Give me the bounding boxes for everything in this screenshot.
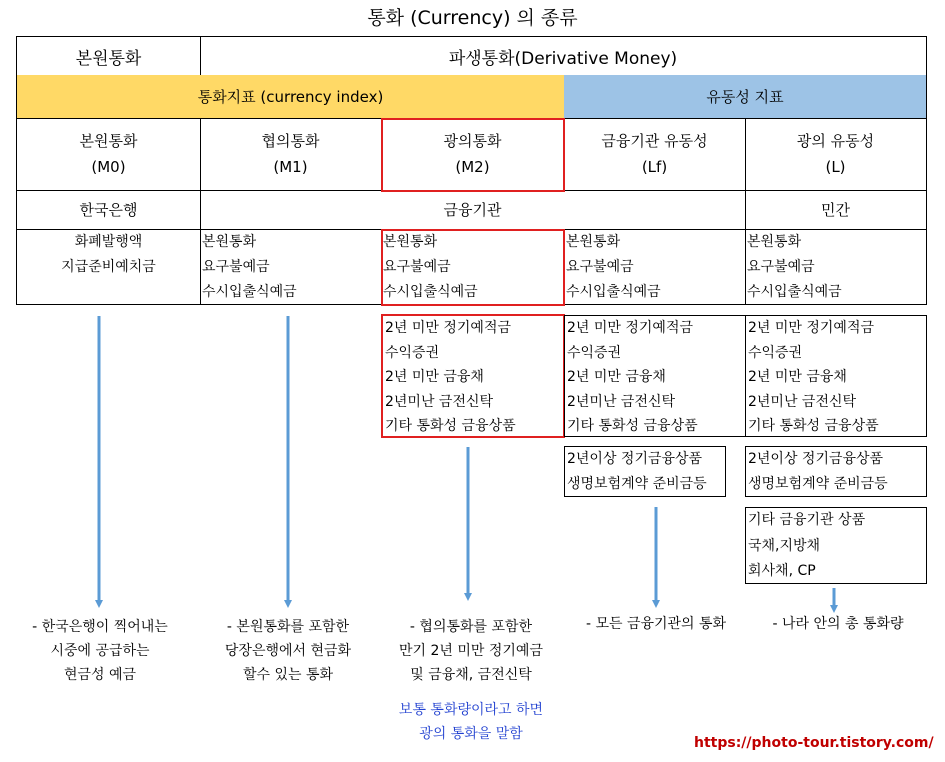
- note-line: - 협의통화를 포함한: [409, 619, 533, 635]
- note-line: 당장은행에서 현금화: [224, 643, 352, 659]
- component-item: 2년 미만 금융채: [385, 369, 484, 385]
- indicator-code: (M1): [273, 158, 308, 176]
- l-note: [748, 612, 928, 636]
- component-item: 수익증권: [385, 344, 440, 361]
- component-item: 요구불예금: [747, 259, 815, 275]
- indicator-code: (M2): [455, 158, 490, 176]
- note-line: 현금성 예금: [63, 667, 137, 683]
- component-item: 본원통화: [202, 234, 257, 250]
- component-item: 요구불예금: [566, 259, 634, 275]
- component-item: 수시입출식예금: [202, 284, 297, 300]
- component-item: 2년 미만 정기예적금: [748, 320, 874, 336]
- component-item: 본원통화: [566, 234, 621, 250]
- note-line: - 한국은행이 찍어내는: [32, 619, 168, 635]
- component-item: 수익증권: [748, 344, 803, 361]
- component-item: 수익증권: [567, 344, 622, 361]
- component-item: 본원통화: [747, 234, 802, 250]
- component-item: 2년 미만 금융채: [567, 369, 666, 385]
- indicator-code: (M0): [91, 158, 126, 176]
- issuer-financial-institutions: 금융기관: [200, 190, 746, 230]
- m0-note: [10, 615, 190, 687]
- component-item: 2년 미만 금융채: [748, 369, 847, 385]
- indicator-name: 본원통화: [79, 132, 138, 150]
- note-line: 만기 2년 미만 정기예금: [399, 643, 543, 659]
- indicator-code: (Lf): [641, 158, 668, 176]
- component-item: 2년이상 정기금융상품: [748, 451, 884, 467]
- note-line: 및 금융채, 금전신탁: [410, 667, 532, 683]
- component-item: 수시입출식예금: [747, 284, 842, 300]
- note-line: 할수 있는 통화: [242, 667, 334, 683]
- component-item: 본원통화: [383, 234, 438, 250]
- component-item: 화폐발행액: [74, 234, 143, 250]
- indicator-name: 금융기관 유동성: [601, 132, 708, 150]
- component-item: 2년미난 금전신탁: [748, 393, 857, 410]
- liquidity-index-band: 유동성 지표: [564, 75, 927, 119]
- header-base-money: 본원통화: [16, 36, 201, 76]
- component-item: 기타 통화성 금융상품: [385, 418, 516, 434]
- component-item: 2년이상 정기금융상품: [567, 451, 703, 467]
- source-link[interactable]: https://photo-tour.tistory.com/: [694, 735, 934, 751]
- component-item: 2년미난 금전신탁: [385, 393, 494, 410]
- indicator-name: 광의 유동성: [796, 132, 875, 150]
- component-item: 생명보험계약 준비금등: [567, 475, 707, 492]
- note-line: - 모든 금융기관의 통화: [585, 616, 727, 632]
- component-item: 수시입출식예금: [383, 284, 478, 300]
- note-line: 보통 통화량이라고 하면: [398, 702, 544, 718]
- m1-note: [196, 615, 380, 687]
- indicator-name: 광의통화: [443, 132, 502, 150]
- component-item: 기타 통화성 금융상품: [748, 418, 879, 434]
- diagram-title: 통화 (Currency) 의 종류: [367, 7, 578, 29]
- note-line: - 본원통화를 포함한: [226, 619, 350, 635]
- indicator-code: (L): [825, 158, 846, 176]
- component-item: 기타 통화성 금융상품: [567, 418, 698, 434]
- issuer-private: 민간: [745, 190, 927, 230]
- component-item: 생명보험계약 준비금등: [748, 475, 888, 492]
- component-item: 기타 금융기관 상품: [748, 512, 866, 528]
- lf-note: [566, 612, 746, 636]
- note-line: 시중에 공급하는: [50, 643, 150, 659]
- m2-emphasis-note: [376, 698, 566, 746]
- component-item: 국채,지방채: [748, 537, 821, 554]
- note-line: 광의 통화을 말함: [419, 726, 523, 742]
- m2-note: [376, 615, 566, 687]
- component-item: 2년 미만 정기예적금: [385, 320, 511, 336]
- header-derivative-money: 파생통화(Derivative Money): [200, 36, 927, 76]
- component-item: 지급준비예치금: [61, 259, 156, 275]
- component-item: 요구불예금: [202, 259, 270, 275]
- component-item: 요구불예금: [383, 259, 451, 275]
- component-item: 회사채, CP: [748, 563, 816, 579]
- note-line: - 나라 안의 총 통화량: [772, 616, 904, 632]
- component-item: 수시입출식예금: [566, 284, 661, 300]
- currency-index-band: 통화지표 (currency index): [16, 75, 565, 119]
- issuer-bank-of-korea: 한국은행: [16, 190, 201, 230]
- indicator-name: 협의통화: [261, 132, 320, 150]
- component-item: 2년 미만 정기예적금: [567, 320, 693, 336]
- component-item: 2년미난 금전신탁: [567, 393, 676, 410]
